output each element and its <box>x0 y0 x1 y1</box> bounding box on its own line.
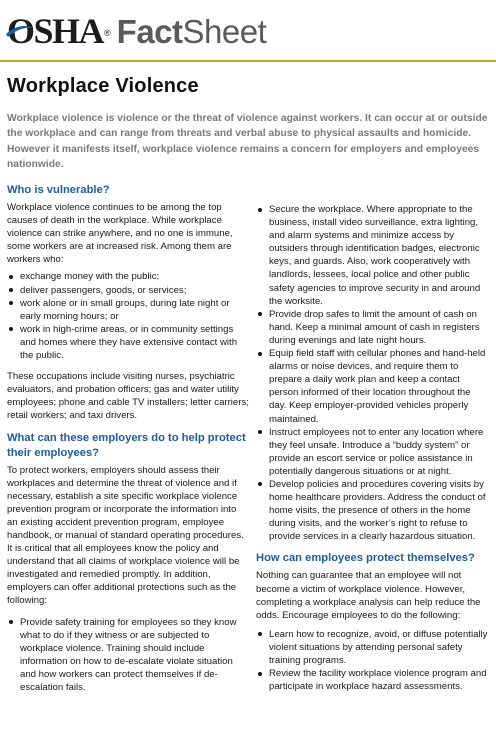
list-item: Instruct employees not to enter any location where they feel unsafe. Introduce a “buddy system” or provide an escort service or police assistance in potentially dangerous situations or at night. <box>256 426 490 478</box>
employer-protection-list-continued <box>256 203 490 543</box>
heading-who-is-vulnerable: Who is vulnerable? <box>7 184 110 196</box>
fact-text: Fact <box>116 12 183 50</box>
list-item: Learn how to recognize, avoid, or diffuse potentially violent situations by attending personal safety training programs. <box>256 628 490 667</box>
osha-wordmark <box>7 13 103 49</box>
registered-mark: ® <box>104 28 111 38</box>
right-column <box>256 203 490 693</box>
fact-sheet-header <box>0 0 496 66</box>
risk-factor-list <box>7 270 249 362</box>
paragraph-risk-intro: Workplace violence continues to be among the top causes of death in the workplace. While workplace violence can strike anywhere, and no one is immune, some workers are at increased risk. Among them are workers who: <box>7 202 233 266</box>
list-item: Equip field staff with cellular phones and hand-held alarms or noise devices, and require them to prepare a daily work plan and keep a contact person informed of their location throughout the day. Keep employer-provided vehicles properly maintained. <box>256 347 490 426</box>
list-item: Secure the workplace. Where appropriate to the business, install video surveillance, extra lighting, and alarm systems and minimize access by outsiders through identification badges, electronic keys, and guards. Also, work cooperatively with landlords, lessees, local police and other public safety agencies to improve security in and around the worksite. <box>256 203 490 308</box>
list-item: Review the facility workplace violence program and participate in workplace hazard assessments. <box>256 667 490 693</box>
list-item: exchange money with the public; <box>7 270 249 283</box>
sheet-text: Sheet <box>182 12 267 50</box>
page-title: Workplace Violence <box>7 75 199 97</box>
list-item: Develop policies and procedures covering visits by home healthcare providers. Address the conduct of home visits, the presence of others in the home during visits, and the worker’s right to refuse to provide services in a clearly hazardous situation. <box>256 478 490 543</box>
employer-protection-list <box>7 616 249 695</box>
list-item: Provide safety training for employees so they know what to do if they witness or are subjected to workplace violence. Training should include information on how to de-escalate violate situation and how workers can protect themselves if de-escalation fails. <box>7 616 249 695</box>
paragraph-employer-actions: To protect workers, employers should assess their workplaces and determine the threat of violence and if necessary, establish a site specific workplace violence prevention program or incorporate the information into an existing accident prevention program, employee handbook, or manual of standard operating procedures. It is critical that all employees know the policy and understand that all claims of workplace violence will be investigated and remedied promptly. In addition, employers can offer additional protections such as the following: <box>7 464 244 607</box>
osha-text: OSHA <box>7 11 104 51</box>
heading-employer-protections: What can these employers do to help protect their employees? <box>7 431 246 459</box>
lead-paragraph: Workplace violence is violence or the threat of violence against workers. It can occur at or outside the workplace and can range from threats and verbal abuse to physical assaults and homicide. However it manifests itself, workplace violence remains a concern for employers and employees nationwide. <box>7 113 488 170</box>
paragraph-occupations: These occupations include visiting nurses, psychiatric evaluators, and probation officers; gas and water utility employees; phone and cable TV installers; letter carriers; retail workers; and taxi drivers. <box>7 371 249 422</box>
employee-action-list <box>256 628 490 693</box>
osha-fact-sheet-logo <box>7 12 266 50</box>
list-item: work in high-crime areas, or in community settings and homes where they have extensive contact with the public. <box>7 323 249 362</box>
header-divider <box>0 60 496 62</box>
list-item: work alone or in small groups, during late night or early morning hours; or <box>7 297 249 323</box>
left-column <box>7 183 249 694</box>
list-item: Provide drop safes to limit the amount of cash on hand. Keep a minimal amount of cash in registers during evenings and late night hours. <box>256 308 490 347</box>
paragraph-employee-guidance: Nothing can guarantee that an employee will not become a victim of workplace violence. However, completing a workplace analysis can help reduce the odds. Encourage employees to do the following: <box>256 570 481 621</box>
swoosh-icon <box>5 23 35 39</box>
heading-employee-protection: How can employees protect themselves? <box>256 552 475 565</box>
list-item: deliver passengers, goods, or services; <box>7 284 249 297</box>
